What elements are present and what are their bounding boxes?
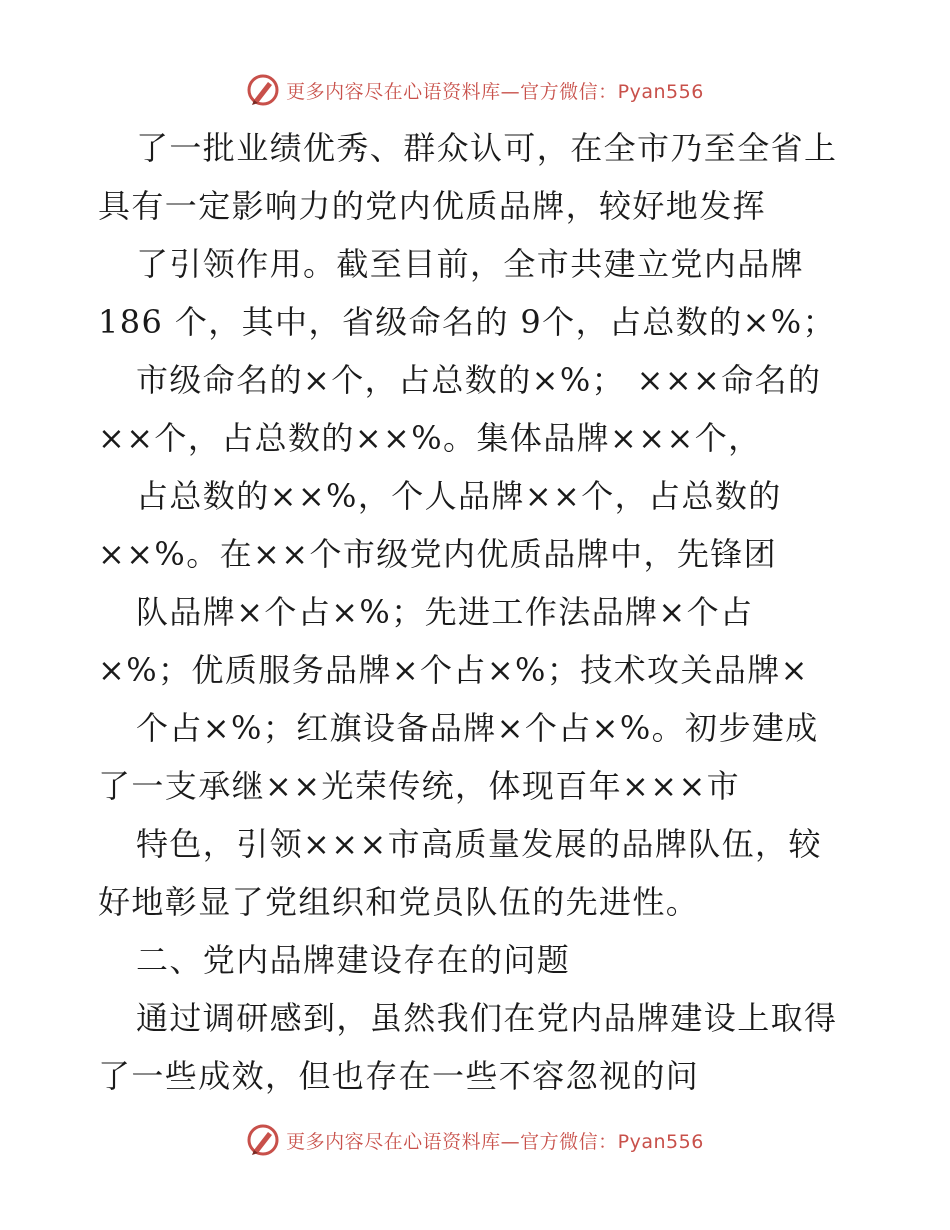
pen-logo-icon [246,1123,280,1157]
body-line-16: 通过调研感到，虽然我们在党内品牌建设上取得 [136,999,838,1037]
body-line-17: 了一些成效，但也存在一些不容忽视的问 [98,1057,700,1095]
footer-banner-text: 更多内容尽在心语资料库—官方微信：Pyan556 [286,1130,704,1153]
body-line-3: 了引领作用。截至目前，全市共建立党内品牌 [136,245,805,283]
body-line-14: 好地彰显了党组织和党员队伍的先进性。 [98,883,700,921]
body-line-10: ×%；优质服务品牌×个占×%；技术攻关品牌× [98,651,809,689]
body-line-8: ××%。在××个市级党内优质品牌中，先锋团 [98,535,778,573]
section-heading: 二、党内品牌建设存在的问题 [136,941,571,979]
header-banner [0,70,950,110]
body-line-11: 个占×%；红旗设备品牌×个占×%。初步建成 [136,709,819,747]
body-line-12: 了一支承继××光荣传统，体现百年×××市 [98,767,741,805]
header-banner-text: 更多内容尽在心语资料库—官方微信：Pyan556 [286,80,704,103]
body-line-2: 具有一定影响力的党内优质品牌，较好地发挥 [98,187,767,225]
body-line-9: 队品牌×个占×%；先进工作法品牌×个占 [136,593,754,631]
footer-banner [0,1120,950,1160]
body-line-4: 186 个，其中，省级命名的 9个，占总数的×%； [98,303,837,341]
body-line-7: 占总数的××%，个人品牌××个，占总数的 [136,477,782,515]
body-line-13: 特色，引领×××市高质量发展的品牌队伍，较 [136,825,822,863]
body-line-1: 了一批业绩优秀、群众认可，在全市乃至全省上 [136,129,838,167]
body-line-6: ××个，占总数的××%。集体品牌×××个， [98,419,762,457]
body-line-5: 市级命名的×个，占总数的×%； ×××命名的 [136,361,822,399]
pen-logo-icon [246,73,280,107]
